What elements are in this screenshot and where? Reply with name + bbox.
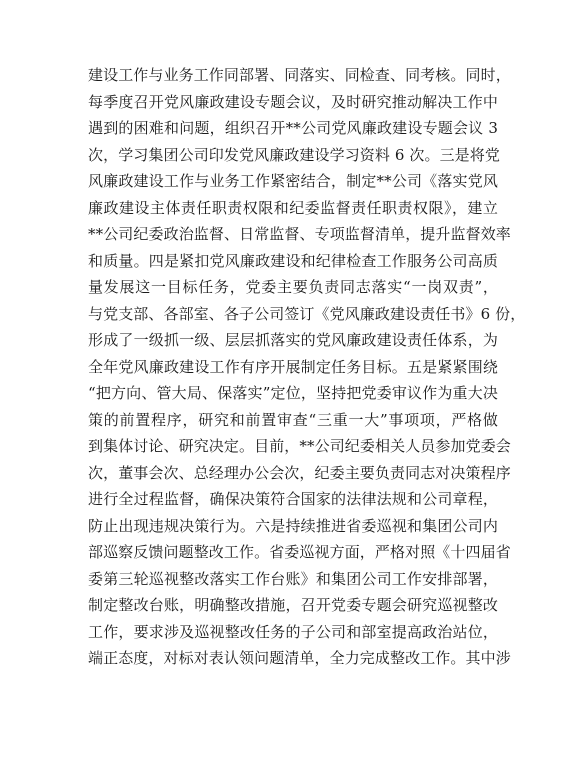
text-line: 遇到的困难和问题，组织召开**公司党风廉政建设专题会议 3	[88, 119, 498, 137]
text-line: 和质量。四是紧扣党风廉政建设和纪律检查工作服务公司高质	[88, 251, 498, 270]
text-line: 到集体讨论、研究决定。目前，**公司纪委相关人员参加党委会	[88, 437, 511, 455]
text-line: 每季度召开党风廉政建设专题会议，及时研究推动解决工作中	[88, 92, 498, 111]
text-line: 与党支部、各部室、各子公司签订《党风廉政建设责任书》6 份，	[88, 304, 526, 323]
text-line: 次，董事会次、总经理办公会次，纪委主要负责同志对决策程序	[88, 463, 511, 482]
body-text	[88, 62, 526, 672]
text-line: 防止出现违规决策行为。六是持续推进省委巡视和集团公司内	[88, 516, 498, 535]
text-line: 委第三轮巡视整改落实工作台账》和集团公司工作安排部署，	[88, 569, 498, 588]
text-line: 量发展这一目标任务，党委主要负责同志落实“一岗双责”，	[88, 278, 498, 296]
text-line: 端正态度，对标对表认领问题清单，全力完成整改工作。其中涉	[88, 649, 511, 667]
text-line: 制定整改台账，明确整改措施，召开党委专题会研究巡视整改	[88, 596, 498, 614]
text-line: 策的前置程序，研究和前置审查“三重一大”事项项，严格做	[88, 410, 498, 429]
text-line: 次，学习集团公司印发党风廉政建设学习资料 6 次。三是将党	[88, 145, 500, 164]
text-line: 进行全过程监督，确保决策符合国家的法律法规和公司章程，	[88, 490, 498, 508]
text-line: 建设工作与业务工作同部署、同落实、同检查、同考核。同时，	[88, 66, 511, 84]
text-line: 工作，要求涉及巡视整改任务的子公司和部室提高政治站位，	[88, 622, 498, 641]
text-line: **公司纪委政治监督、日常监督、专项监督清单，提升监督效率	[88, 225, 511, 243]
text-line: “把方向、管大局、保落实”定位，坚持把党委审议作为重大决	[88, 384, 498, 402]
text-line: 部巡察反馈问题整改工作。省委巡视方面，严格对照《十四届省	[88, 543, 511, 561]
text-line: 廉政建设主体责任职责权限和纪委监督责任职责权限》，建立	[88, 198, 498, 217]
text-line: 形成了一级抓一级、层层抓落实的党风廉政建设责任体系，为	[88, 331, 498, 349]
text-line: 全年党风廉政建设工作有序开展制定任务目标。五是紧紧围绕	[88, 357, 498, 376]
text-line: 风廉政建设工作与业务工作紧密结合，制定**公司《落实党风	[88, 172, 498, 190]
